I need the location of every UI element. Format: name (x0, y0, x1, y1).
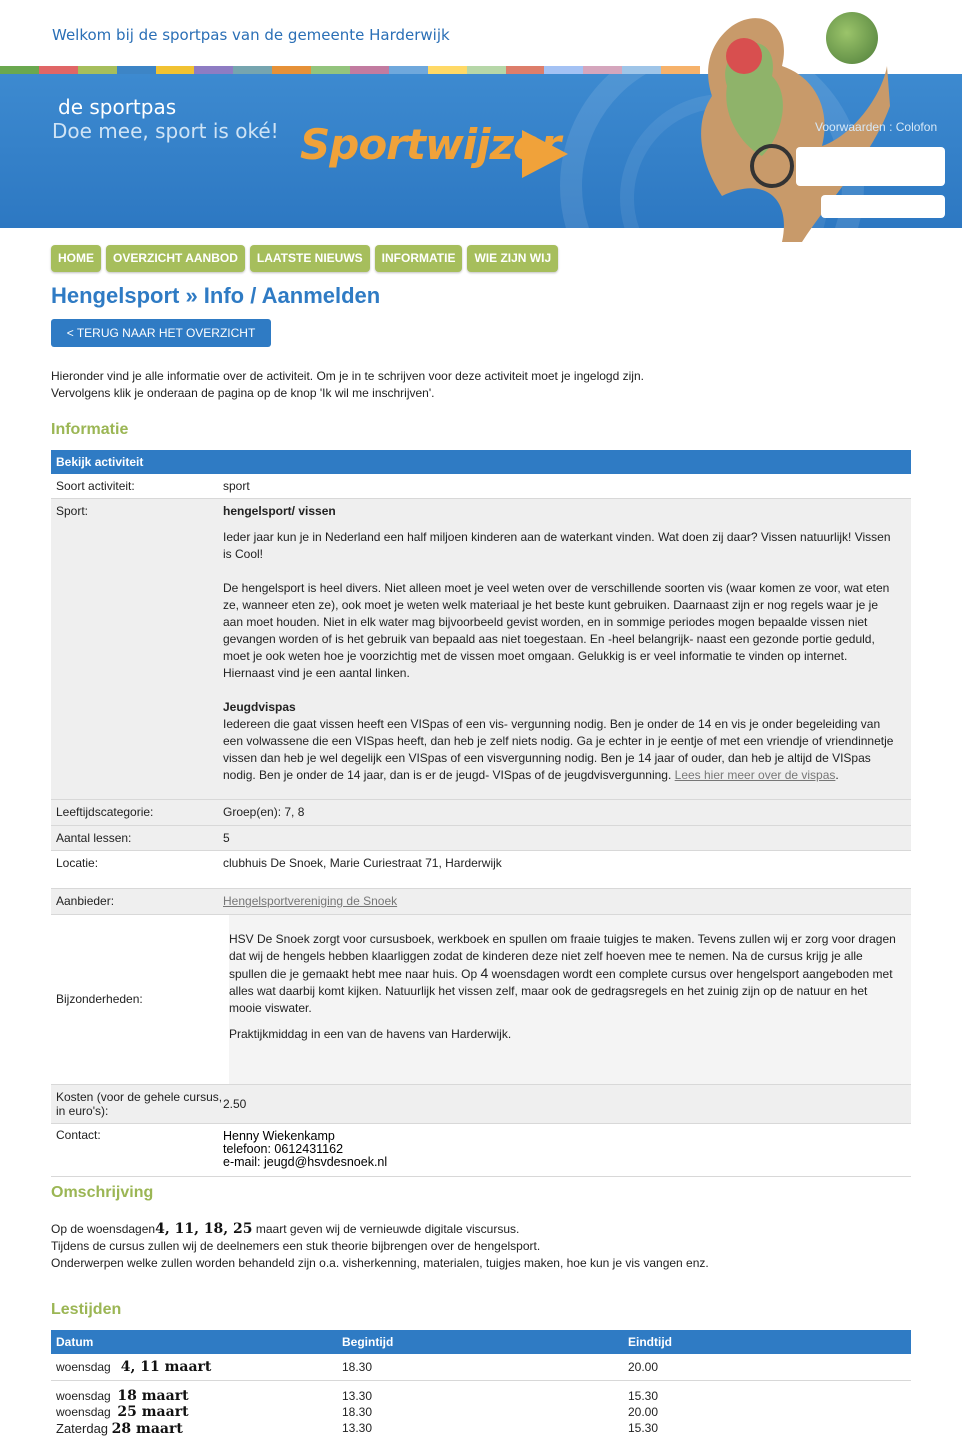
color-stripe (78, 66, 117, 74)
row-label: Locatie: (56, 856, 99, 870)
table-row (51, 1388, 911, 1404)
table-header: Bekijk activiteit (51, 450, 911, 474)
row-value: clubhuis De Snoek, Marie Curiestraat 71, Harderwijk (223, 856, 502, 870)
row-label: Contact: (56, 1128, 101, 1142)
color-stripe (389, 66, 428, 74)
link-colofon[interactable]: Colofon (895, 120, 938, 134)
table-row (51, 1404, 911, 1420)
color-stripe (117, 66, 156, 74)
login-password-field[interactable] (821, 195, 945, 218)
lestijd-start: 13.30 (342, 1421, 373, 1435)
highlight-dates: 4, 11 maart (120, 1359, 212, 1375)
row-label: Kosten (voor de gehele cursus, in euro's): (56, 1090, 223, 1118)
row-value (223, 915, 911, 1084)
lestijd-start: 18.30 (342, 1405, 373, 1419)
row-value: 2.50 (223, 1097, 247, 1111)
row-value: sport (223, 479, 250, 493)
aanbieder-link[interactable]: Hengelsportvereniging de Snoek (223, 894, 398, 908)
row-value: 5 (223, 831, 230, 845)
color-stripe (194, 66, 233, 74)
color-stripe (350, 66, 389, 74)
nav-overzicht-aanbod[interactable]: OVERZICHT AANBOD (106, 245, 245, 272)
nav-informatie[interactable]: INFORMATIE (375, 245, 463, 272)
lestijd-end: 15.30 (628, 1389, 659, 1403)
link-separator: : (889, 120, 893, 134)
row-label: Aanbieder: (56, 894, 115, 908)
sport-paragraph: De hengelsport is heel divers. Niet alleen moet je veel weten over de verschillende soorten vis (waar komen ze voor, wat eten ze, wanneer eten ze), ook moet je weten welk materiaal je het beste kunt gebruiken. Daarnaast zijn er nog regels waar je je aan moet houden. Niet in elk water mag bijvoorbeeld gevist worden, en in sommige periodes mogen bepaalde vissen niet gevangen worden of is het gebruik van bepaald aas niet toegestaan. En -heel belangrijk- naast een gezonde portie geduld, moet je ook weten hoe je voorzichtig met de vissen moet omgaan. Gelukkig is er veel informatie te vinden op internet. Hiernaast vind je een aantal linken. (223, 581, 890, 680)
section-heading-lestijden: Lestijden (51, 1301, 122, 1318)
back-to-overview-button[interactable]: < TERUG NAAR HET OVERZICHT (51, 319, 271, 347)
table-row (51, 499, 911, 800)
lestijd-date: woensdag 18 maart (56, 1388, 189, 1404)
highlight-dates: 4, 11, 18, 25 (155, 1221, 253, 1237)
vispas-link[interactable]: Lees hier meer over de vispas (674, 768, 836, 782)
link-voorwaarden[interactable]: Voorwaarden (815, 120, 886, 134)
column-header: Eindtijd (628, 1335, 672, 1349)
nav-laatste-nieuws[interactable]: LAATSTE NIEUWS (250, 245, 370, 272)
sport-title: hengelsport/ vissen (223, 504, 336, 518)
sport-subheading: Jeugdvispas (223, 700, 296, 714)
logo-arrow-icon (522, 130, 568, 178)
color-stripe (39, 66, 78, 74)
color-stripes (0, 66, 700, 74)
color-stripe (622, 66, 661, 74)
contact-phone: telefoon: 0612431162 (223, 1142, 344, 1156)
lestijd-date: woensdag 25 maart (56, 1404, 189, 1420)
lestijd-date: Zaterdag 28 maart (56, 1421, 183, 1437)
row-value (223, 1124, 911, 1176)
lestijd-start: 13.30 (342, 1389, 373, 1403)
helmet-icon (726, 38, 762, 74)
table-row (51, 851, 911, 889)
color-stripe (233, 66, 272, 74)
color-stripe (272, 66, 311, 74)
table-row (51, 800, 911, 826)
row-value (223, 889, 911, 914)
table-row (51, 1124, 911, 1177)
row-value (223, 499, 911, 799)
row-label: Leeftijdscategorie: (56, 805, 154, 819)
login-username-field[interactable] (796, 147, 945, 186)
bijzonderheden-paragraph: Praktijkmiddag in een van de havens van Harderwijk. (229, 1027, 512, 1041)
color-stripe (428, 66, 467, 74)
top-links (815, 120, 937, 134)
omschrijving-line: Onderwerpen welke zullen worden behandeld zijn o.a. visherkenning, materialen, tuigjes maken, hoe kun je vis vangen enz. (51, 1256, 709, 1270)
lestijd-end: 20.00 (628, 1360, 659, 1374)
nav-wie-zijn-wij[interactable]: WIE ZIJN WIJ (467, 245, 558, 272)
color-stripe (583, 66, 622, 74)
page-title: Hengelsport » Info / Aanmelden (51, 283, 381, 308)
color-stripe (467, 66, 506, 74)
row-label: Bijzonderheden: (56, 992, 143, 1006)
row-label: Aantal lessen: (56, 831, 132, 845)
highlight-dates: 18 maart (117, 1388, 189, 1404)
table-row (51, 915, 911, 1085)
welcome-text: Welkom bij de sportpas van de gemeente Harderwijk (52, 26, 450, 44)
omschrijving-text (51, 1221, 911, 1272)
lestijd-date: woensdag 4, 11 maart (56, 1359, 212, 1375)
main-nav (51, 245, 558, 272)
color-stripe (0, 66, 39, 74)
brand-slogan: Doe mee, sport is oké! (52, 119, 279, 143)
highlight-number: 4 (480, 965, 489, 981)
column-header: Begintijd (342, 1335, 394, 1349)
column-header: Datum (56, 1335, 94, 1349)
row-label: Soort activiteit: (56, 479, 135, 493)
lestijd-end: 15.30 (628, 1421, 659, 1435)
lestijd-start: 18.30 (342, 1360, 373, 1374)
lestijden-header (51, 1330, 911, 1354)
sport-paragraph: Iedereen die gaat vissen heeft een VISpas of een vis- vergunning nodig. Ben je onder de 14 en vis je onder begeleiding van een volwassene die een VISpas heeft, dan heb je zelf niets nodig. Ga je echter in je eentje of met een vriendje of vriendinnetje vissen dan heb je wel degelijk een VISpas of een visvergunning nodig. Ben je 14 jaar of ouder, dan heb je altijd de VISpas nodig. Ben je onder de 14 jaar, dan is er de jeugd- VISpas of de jeugdvisvergunning. Lees hier meer over de vispas. (223, 717, 894, 782)
row-value: Groep(en): 7, 8 (223, 805, 305, 819)
nav-home[interactable]: HOME (51, 245, 101, 272)
table-row (51, 1354, 911, 1381)
vispas-text: Iedereen die gaat vissen heeft een VISpas of een vis- vergunning nodig. Ben je onder de 14 en vis je onder begeleiding van een volwassene die een VISpas heeft, dan heb je zelf niets nodig. Ga je echter in je eentje of met een vriendje of vriendinnetje vissen dan heb je wel degelijk een VISpas of een visvergunning nodig. Ben je 14 jaar of ouder, dan heb je altijd de VISpas nodig. Ben je onder de 14 jaar, dan is er de jeugd- VISpas of de jeugdvisvergunning. (223, 717, 894, 782)
contact-email[interactable]: e-mail: jeugd@hsvdesnoek.nl (223, 1155, 388, 1169)
table-row (51, 826, 911, 851)
omschrijving-line: Op de woensdagen4, 11, 18, 25 maart geven wij de vernieuwde digitale viscursus. (51, 1221, 520, 1237)
color-stripe (311, 66, 350, 74)
bijzonderheden-paragraph: HSV De Snoek zorgt voor cursusboek, werkboek en spullen om fraaie tuigjes te maken. Tevens zullen wij er zorg voor dragen dat wij de hengels hebben klaarliggen zodat de kinderen deze niet zelf hoeven mee te nemen. Na de cursus krijg je alle spullen die je gemaakt hebt mee naar huis. Op 4 woensdagen wordt een complete cursus over hengelsport aangeboden met alles wat daarbij komt kijken. Natuurlijk het vissen zelf, maar ook de gedragsregels en het zuinig zijn op de natuur en het mooie viswater. (229, 932, 896, 1015)
table-row (51, 474, 911, 499)
lestijden-table (51, 1330, 911, 1437)
omschrijving-line: Tijdens de cursus zullen wij de deelnemers een stuk theorie bijbrengen over de hengelsport. (51, 1239, 541, 1253)
section-heading-informatie: Informatie (51, 421, 129, 438)
sport-paragraph: Ieder jaar kun je in Nederland een half miljoen kinderen aan de waterkant vinden. Wat doen zij daar? Vissen natuurlijk! Vissen is Cool! (223, 530, 891, 561)
sportwijzer-logo[interactable]: Sportwijzer (300, 120, 561, 169)
table-row (51, 1420, 911, 1437)
intro-line: Vervolgens klik je onderaan de pagina op de knop 'Ik wil me inschrijven'. (51, 386, 435, 400)
section-heading-omschrijving: Omschrijving (51, 1184, 154, 1201)
row-label: Sport: (56, 504, 89, 518)
intro-line: Hieronder vind je alle informatie over de activiteit. Om je in te schrijven voor deze activiteit moet je ingelogd zijn. (51, 369, 644, 383)
color-stripe (156, 66, 195, 74)
table-row (51, 889, 911, 915)
highlight-dates: 28 maart (111, 1421, 183, 1437)
table-row (51, 1085, 911, 1124)
highlight-dates: 25 maart (117, 1404, 189, 1420)
lestijd-end: 20.00 (628, 1405, 659, 1419)
activity-table (51, 450, 911, 1177)
contact-name: Henny Wiekenkamp (223, 1129, 335, 1143)
color-stripe (544, 66, 583, 74)
brand-title: de sportpas (58, 95, 177, 119)
color-stripe (506, 66, 545, 74)
ball-image (826, 12, 878, 64)
intro-text (51, 368, 644, 402)
